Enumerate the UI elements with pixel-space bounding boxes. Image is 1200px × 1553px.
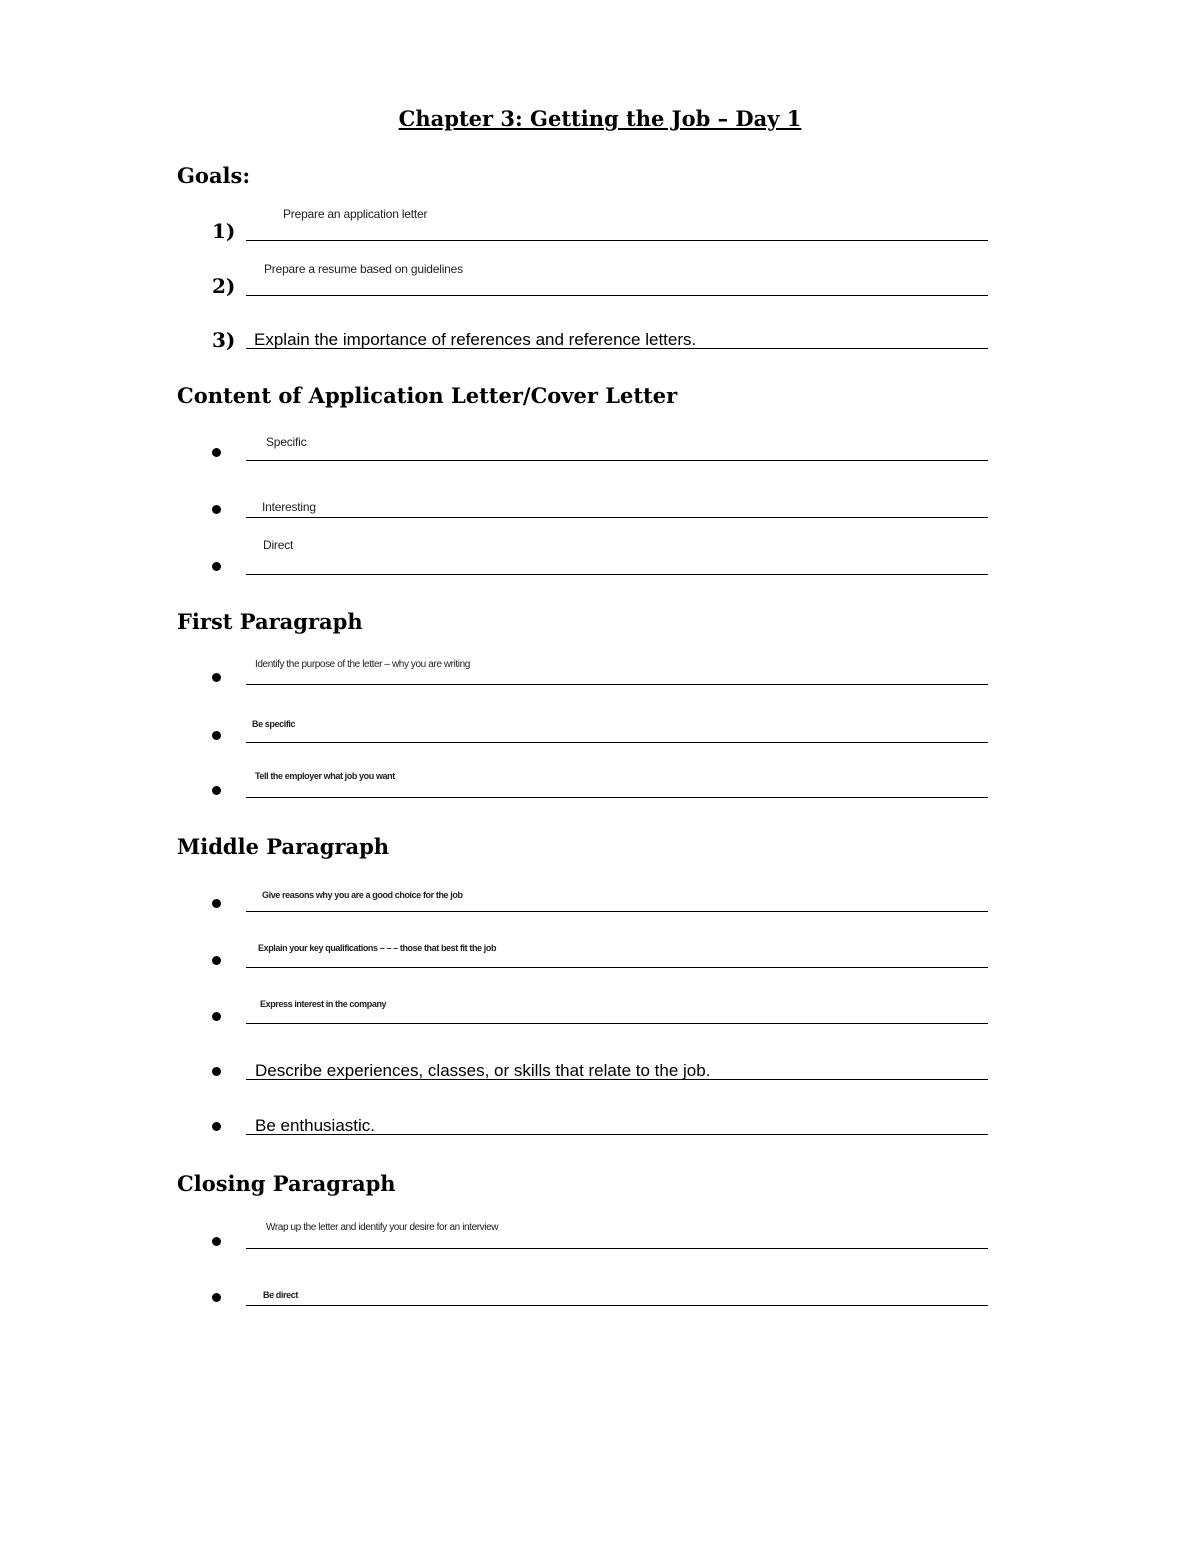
closing-bullet-2 <box>212 1293 221 1302</box>
closing-line-1 <box>246 1248 988 1249</box>
closing-bullet-1 <box>212 1237 221 1246</box>
middle-line-5 <box>246 1134 988 1135</box>
content-bullet-3 <box>212 562 221 571</box>
goals-heading: Goals: <box>177 163 251 188</box>
middle-answer-3: Express interest in the company <box>260 999 387 1009</box>
goal-2-marker: 2) <box>212 274 236 298</box>
first-answer-3: Tell the employer what job you want <box>255 771 395 781</box>
content-bullet-2 <box>212 505 221 514</box>
middle-bullet-4 <box>212 1067 221 1076</box>
first-answer-1: Identify the purpose of the letter – why you are writing <box>255 659 470 670</box>
goal-1-answer: Prepare an application letter <box>283 207 428 221</box>
content-line-1 <box>246 460 988 461</box>
closing-paragraph-heading: Closing Paragraph <box>177 1171 396 1196</box>
first-answer-2: Be specific <box>252 719 296 729</box>
content-answer-1: Specific <box>266 435 307 449</box>
middle-answer-2: Explain your key qualifications – – – those that best fit the job <box>258 943 497 953</box>
middle-answer-4: Describe experiences, classes, or skills that relate to the job. <box>255 1061 711 1080</box>
content-answer-2: Interesting <box>262 500 316 514</box>
goal-3-marker: 3) <box>212 328 236 352</box>
goal-3-line <box>246 348 988 349</box>
content-answer-3: Direct <box>263 538 294 552</box>
middle-answer-1: Give reasons why you are a good choice for the job <box>262 890 463 900</box>
first-line-3 <box>246 797 988 798</box>
middle-line-4 <box>246 1079 988 1080</box>
middle-bullet-1 <box>212 899 221 908</box>
middle-answer-5: Be enthusiastic. <box>255 1116 376 1135</box>
content-bullet-1 <box>212 448 221 457</box>
first-bullet-1 <box>212 673 221 682</box>
middle-line-1 <box>246 911 988 912</box>
goal-1-marker: 1) <box>212 219 236 243</box>
middle-line-3 <box>246 1023 988 1024</box>
middle-bullet-3 <box>212 1012 221 1021</box>
closing-line-2 <box>246 1305 988 1306</box>
page-title: Chapter 3: Getting the Job – Day 1 <box>398 106 802 131</box>
closing-answer-2: Be direct <box>263 1290 298 1300</box>
content-line-3 <box>246 574 988 575</box>
goal-2-answer: Prepare a resume based on guidelines <box>264 262 463 276</box>
middle-paragraph-heading: Middle Paragraph <box>177 834 390 859</box>
goal-2-line <box>246 295 988 296</box>
middle-line-2 <box>246 967 988 968</box>
middle-bullet-5 <box>212 1122 221 1131</box>
content-line-2 <box>246 517 988 518</box>
middle-bullet-2 <box>212 956 221 965</box>
content-heading: Content of Application Letter/Cover Letter <box>177 383 678 408</box>
goal-3-answer: Explain the importance of references and reference letters. <box>254 330 697 349</box>
first-bullet-2 <box>212 731 221 740</box>
goal-1-line <box>246 240 988 241</box>
first-bullet-3 <box>212 786 221 795</box>
closing-answer-1: Wrap up the letter and identify your desire for an interview <box>266 1222 499 1233</box>
first-line-2 <box>246 742 988 743</box>
first-paragraph-heading: First Paragraph <box>177 609 363 634</box>
first-line-1 <box>246 684 988 685</box>
